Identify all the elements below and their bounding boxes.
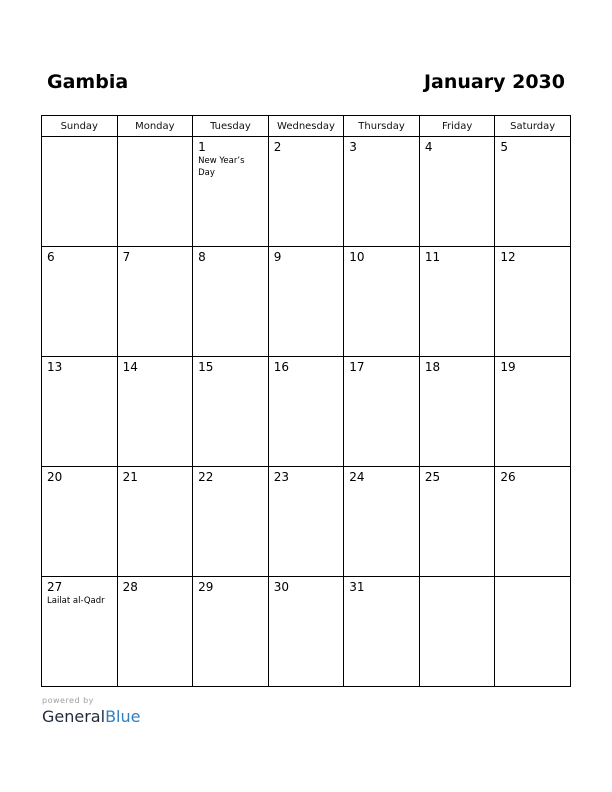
day-cell	[117, 247, 193, 357]
day-number: 6	[47, 250, 55, 264]
day-cell	[495, 357, 571, 467]
day-cell	[419, 137, 495, 247]
day-cell	[495, 467, 571, 577]
brand-logo	[42, 707, 140, 727]
brand-name-part2: Blue	[105, 707, 141, 726]
day-cell	[193, 357, 269, 467]
day-cell	[344, 467, 420, 577]
country-title: Gambia	[47, 71, 129, 93]
calendar-grid	[41, 115, 571, 687]
weekday-monday: Monday	[117, 116, 193, 137]
weekday-wednesday: Wednesday	[268, 116, 344, 137]
day-cell	[344, 247, 420, 357]
day-number: 15	[198, 360, 214, 374]
day-cell	[117, 577, 193, 687]
day-cell	[42, 467, 118, 577]
day-cell	[419, 247, 495, 357]
day-number: 22	[198, 470, 214, 484]
week-row	[42, 137, 571, 247]
week-row	[42, 357, 571, 467]
day-cell	[419, 577, 495, 687]
day-cell	[495, 577, 571, 687]
day-number: 7	[122, 250, 131, 264]
footer	[42, 696, 140, 727]
weekday-thursday: Thursday	[344, 116, 420, 137]
day-number: 20	[47, 470, 63, 484]
holiday-label: Lailat al-Qadr	[47, 596, 105, 606]
day-cell	[193, 577, 269, 687]
day-number: 9	[273, 250, 282, 264]
day-number: 21	[122, 470, 138, 484]
day-number: 25	[424, 470, 441, 484]
day-number: 5	[500, 140, 509, 154]
powered-by-text: powered by	[42, 696, 94, 705]
day-cell	[42, 577, 118, 687]
day-number: 17	[349, 360, 365, 374]
day-number: 18	[424, 360, 441, 374]
day-cell	[193, 137, 269, 247]
day-cell	[419, 357, 495, 467]
day-number: 24	[349, 470, 365, 484]
weekday-tuesday: Tuesday	[193, 116, 269, 137]
weekday-header-row	[42, 116, 571, 137]
day-cell	[193, 467, 269, 577]
day-cell	[344, 137, 420, 247]
day-number: 12	[500, 250, 516, 264]
day-cell	[344, 357, 420, 467]
day-number: 30	[273, 580, 289, 594]
day-number: 27	[47, 580, 63, 594]
day-number: 10	[349, 250, 365, 264]
day-number: 13	[47, 360, 63, 374]
day-cell	[42, 357, 118, 467]
day-number: 14	[122, 360, 138, 374]
day-cell	[495, 137, 571, 247]
day-number: 19	[500, 360, 516, 374]
month-title: January 2030	[423, 71, 565, 93]
day-number: 31	[349, 580, 365, 594]
holiday-label: New Year’s Day	[198, 156, 245, 178]
day-cell	[268, 467, 344, 577]
day-cell	[495, 247, 571, 357]
day-number: 29	[198, 580, 214, 594]
calendar-header	[47, 71, 565, 99]
day-cell	[42, 247, 118, 357]
day-number: 26	[500, 470, 516, 484]
week-row	[42, 467, 571, 577]
weekday-friday: Friday	[419, 116, 495, 137]
day-cell	[419, 467, 495, 577]
day-cell	[193, 247, 269, 357]
day-cell	[268, 247, 344, 357]
week-row	[42, 577, 571, 687]
day-cell	[268, 357, 344, 467]
day-number: 3	[349, 140, 357, 154]
day-number: 11	[424, 250, 441, 264]
day-number: 1	[198, 140, 206, 154]
day-cell	[117, 137, 193, 247]
day-number: 2	[273, 140, 282, 154]
weekday-saturday: Saturday	[495, 116, 571, 137]
day-cell	[268, 577, 344, 687]
weekday-sunday: Sunday	[42, 116, 118, 137]
day-cell	[117, 467, 193, 577]
day-number: 16	[273, 360, 289, 374]
week-row	[42, 247, 571, 357]
day-cell	[344, 577, 420, 687]
day-cell	[42, 137, 118, 247]
day-cell	[268, 137, 344, 247]
day-number: 8	[198, 250, 206, 264]
day-number: 23	[273, 470, 289, 484]
day-number: 28	[122, 580, 138, 594]
day-number: 4	[424, 140, 433, 154]
brand-name-part1: General	[42, 707, 106, 726]
day-cell	[117, 357, 193, 467]
